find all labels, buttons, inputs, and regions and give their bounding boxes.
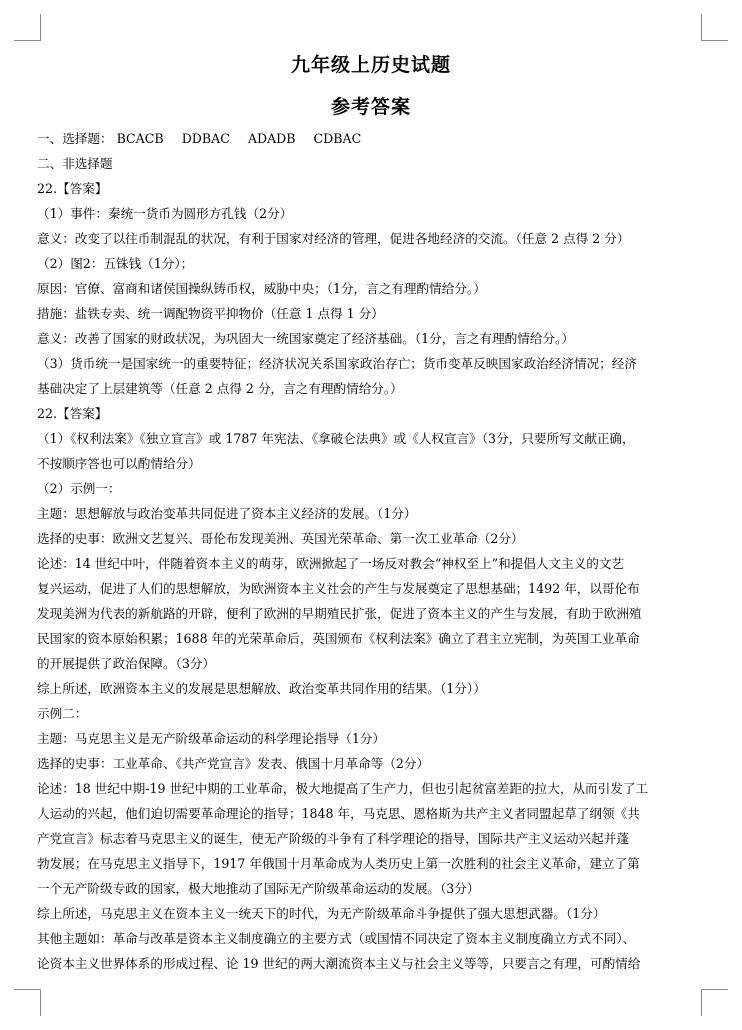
choice-group: ADADB <box>247 131 296 146</box>
page-title: 九年级上历史试题 <box>290 54 451 76</box>
text-line: （2）图2：五铢钱（1分）； <box>37 256 194 271</box>
text-line: 综上所述，欧洲资本主义的发展是思想解放、政治变革共同作用的结果。（1分）） <box>37 681 486 696</box>
text-line: 选择的史事：工业革命、《共产党宣言》发表、俄国十月革命等（2分） <box>37 756 430 771</box>
text-line: 基础决定了上层建筑等（任意 2 点得 2 分，言之有理酌情给分。） <box>37 381 403 396</box>
page-subtitle: 参考答案 <box>330 96 411 118</box>
text-line: 主题：思想解放与政治变革共同促进了资本主义经济的发展。（1分） <box>37 506 417 521</box>
text-line: 论资本主义世界体系的形成过程、论 19 世纪的两大潮流资本主义与社会主义等等，只要言之有理，可酌情给 <box>37 956 641 971</box>
text-line: 人运动的兴起，他们迫切需要革命理论的指导；1848 年，马克思、恩格斯为共产主义者同盟起草了纲领《共 <box>37 806 640 821</box>
text-line: 综上所述，马克思主义在资本主义一统天下的时代，为无产阶级革命斗争提供了强大思想武器。（1分） <box>37 906 606 921</box>
text-line: 示例二： <box>37 706 88 721</box>
text-line: 民国家的资本原始积累；1688 年的光荣革命后，英国颁布《权利法案》确立了君主立宪制，为英国工业革命 <box>37 631 640 646</box>
text-line: 措施：盐铁专卖、统一调配物资平抑物价（任意 1 点得 1 分） <box>37 306 384 321</box>
choice-answers <box>37 126 705 151</box>
text-line: （1）《权利法案》《独立宣言》或 1787 年宪法、《拿破仑法典》或《人权宣言》（3分，只要所写文献正确， <box>37 431 635 446</box>
choice-label: 一、选择题： <box>37 131 113 146</box>
choice-group: CDBAC <box>313 131 362 146</box>
text-line: （2）示例一： <box>37 481 121 496</box>
text-line: 复兴运动，促进了人们的思想解放，为欧洲资本主义社会的产生与发展奠定了思想基础；1492 年，以哥伦布 <box>37 581 640 596</box>
text-line: 选择的史事：欧洲文艺复兴、哥伦布发现美洲、英国光荣革命、第一次工业革命（2分） <box>37 531 524 546</box>
text-line: 意义：改善了国家的财政状况，为巩固大一统国家奠定了经济基础。（1分，言之有理酌情给分。） <box>37 331 574 346</box>
answer-content <box>37 126 705 976</box>
crop-mark-bottom-right <box>701 989 728 1016</box>
text-line: （3）货币统一是国家统一的重要特征；经济状况关系国家政治存亡；货币变革反映国家政治经济情况；经济 <box>37 356 637 371</box>
text-line: 产党宣言》标志着马克思主义的诞生，使无产阶级的斗争有了科学理论的指导，国际共产主义运动兴起并蓬 <box>37 831 629 846</box>
text-line: 发现美洲为代表的新航路的开辟，便利了欧洲的早期殖民扩张，促进了资本主义的产生与发展，有助于欧洲殖 <box>37 606 642 621</box>
text-line: （1）事件：秦统一货币为圆形方孔钱（2分） <box>37 206 293 221</box>
text-line: 二、非选择题 <box>37 156 113 171</box>
text-line: 22.【答案】 <box>37 406 108 421</box>
crop-mark-top-right <box>701 14 728 41</box>
choice-group: DDBAC <box>181 131 230 146</box>
text-line: 论述：18 世纪中期-19 世纪中期的工业革命，极大地提高了生产力，但也引起贫富差距的拉大，从而引发了工 <box>37 781 649 796</box>
text-line: 一个无产阶级专政的国家，极大地推动了国际无产阶级革命运动的发展。（3分） <box>37 881 480 896</box>
text-line: 不按顺序答也可以酌情给分） <box>37 456 201 471</box>
text-line: 22.【答案】 <box>37 181 108 196</box>
text-line: 论述：14 世纪中叶，伴随着资本主义的萌芽，欧洲掀起了一场反对教会“神权至上”和提倡人文主义的文艺 <box>37 556 625 571</box>
text-line: 的开展提供了政治保障。（3分） <box>37 656 216 671</box>
answer-lines <box>37 151 705 976</box>
choice-group: BCACB <box>116 131 164 146</box>
text-line: 其他主题如：革命与改革是资本主义制度确立的主要方式（或国情不同决定了资本主义制度确立方式不同）、 <box>37 931 636 946</box>
crop-mark-top-left <box>14 14 41 41</box>
text-line: 原因：官僚、富商和诸侯国操纵铸币权，威胁中央；（1分，言之有理酌情给分。） <box>37 281 486 296</box>
crop-mark-bottom-left <box>14 989 41 1016</box>
text-line: 意义：改变了以往币制混乱的状况，有利于国家对经济的管理，促进各地经济的交流。（任意 2 点得 2 分） <box>37 231 630 246</box>
text-line: 勃发展；在马克思主义指导下，1917 年俄国十月革命成为人类历史上第一次胜利的社会主义革命，建立了第 <box>37 856 640 871</box>
text-line: 主题：马克思主义是无产阶级革命运动的科学理论指导（1分） <box>37 731 386 746</box>
